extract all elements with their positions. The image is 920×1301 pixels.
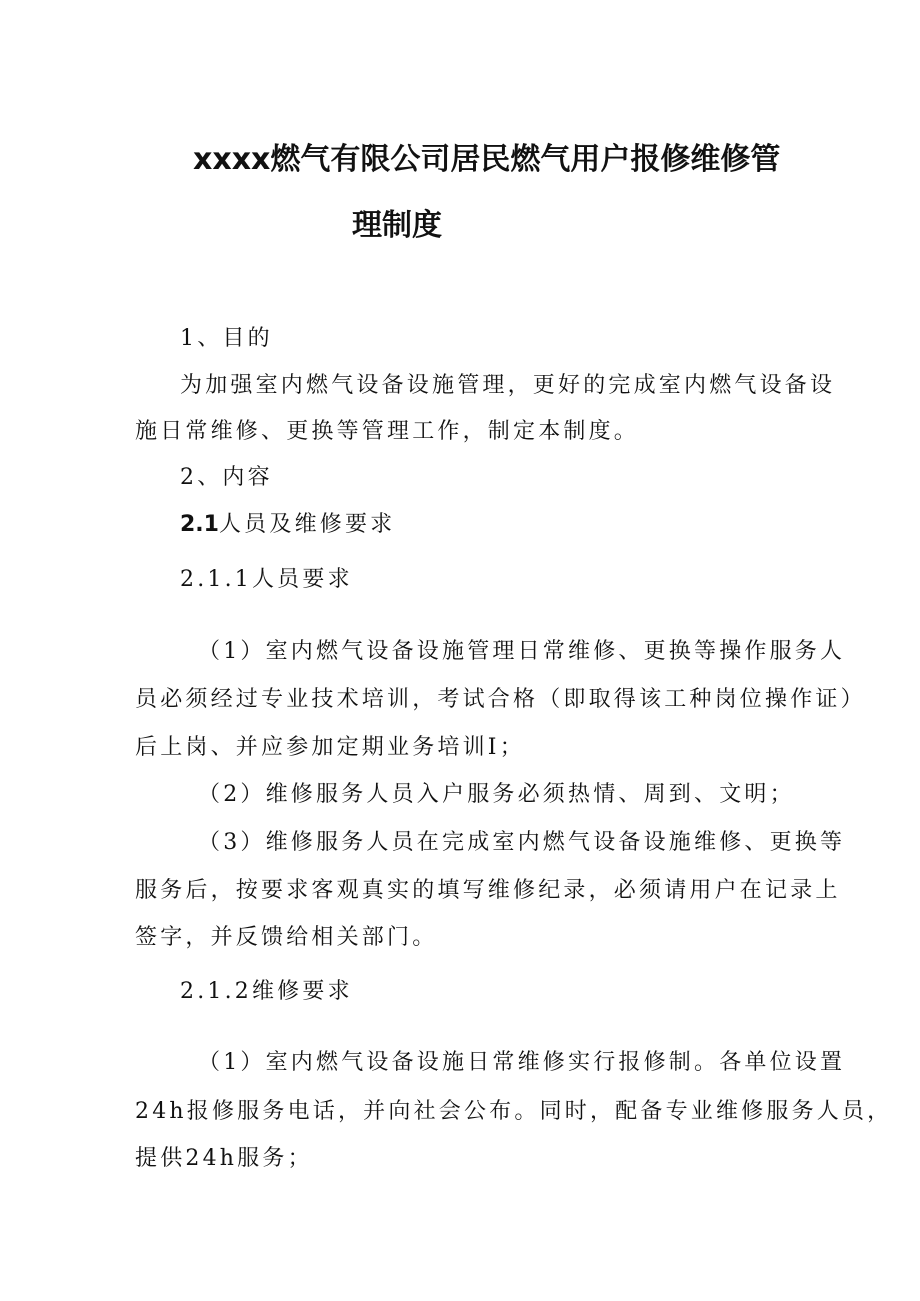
section-2-1-1-item-1-line-3: 后上岗、并应参加定期业务培训I；	[135, 735, 525, 760]
section-1-heading: 1、目的	[180, 326, 273, 351]
section-2-1-1-item-1-line-1: （1）室内燃气设备设施管理日常维修、更换等操作服务人	[198, 639, 846, 664]
section-1-paragraph-line-1: 为加强室内燃气设备设施管理，更好的完成室内燃气设备设	[180, 373, 836, 398]
section-2-1-2-item-1-line-1: （1）室内燃气设备设施日常维修实行报修制。各单位设置	[198, 1050, 846, 1075]
section-2-1-2-item-1-line-3: 提供24h服务；	[135, 1146, 313, 1171]
section-2-1-1-item-1-line-2: 员必须经过专业技术培训，考试合格（即取得该工种岗位操作证）	[135, 687, 866, 712]
section-2-1-1-item-3-line-1: （3）维修服务人员在完成室内燃气设备设施维修、更换等	[198, 830, 846, 855]
section-2-1-1-heading: 2.1.1人员要求	[180, 567, 353, 592]
section-2-1-number: 2.1	[180, 512, 219, 537]
section-2-1-1-item-2: （2）维修服务人员入户服务必须热情、周到、文明；	[198, 782, 795, 807]
section-2-1-heading	[180, 507, 395, 538]
section-1-paragraph-line-2: 施日常维修、更换等管理工作，制定本制度。	[135, 419, 640, 444]
section-2-1-2-item-1-line-2: 24h报修服务电话，并向社会公布。同时，配备专业维修服务人员，	[135, 1099, 893, 1124]
section-2-1-1-item-3-line-3: 签字，并反馈给相关部门。	[135, 925, 438, 950]
document-title-line-1: xxxx燃气有限公司居民燃气用户报修维修管	[193, 142, 781, 177]
section-2-1-2-heading: 2.1.2维修要求	[180, 979, 353, 1004]
section-2-heading: 2、内容	[180, 465, 273, 490]
section-2-1-1-item-3-line-2: 服务后，按要求客观真实的填写维修纪录，必须请用户在记录上	[135, 878, 841, 903]
document-title-line-2: 理制度	[352, 208, 442, 243]
section-2-1-text: 人员及维修要求	[218, 512, 396, 537]
